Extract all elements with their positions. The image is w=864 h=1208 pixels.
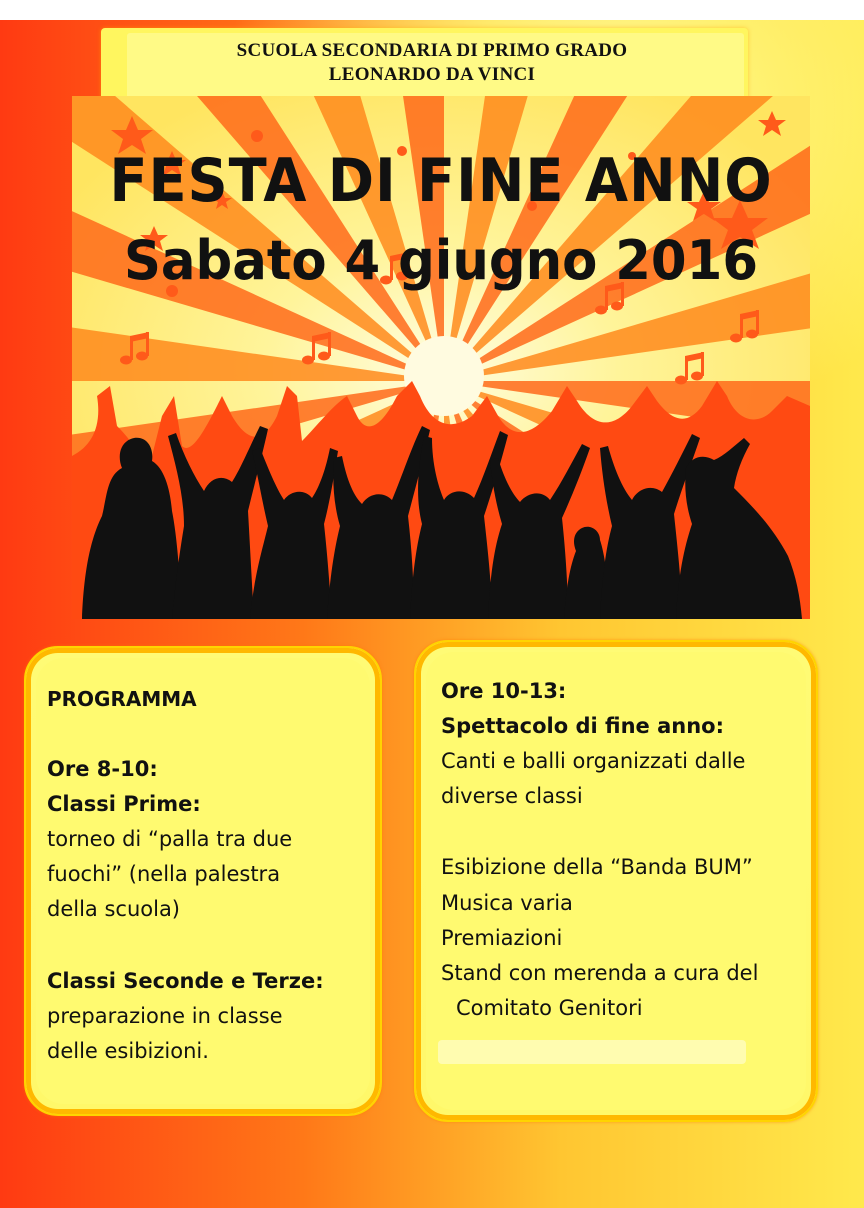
slot-right-line: Canti e balli organizzati dalle (441, 749, 746, 773)
school-name-line-1: SCUOLA SECONDARIA DI PRIMO GRADO (236, 40, 628, 61)
slot1-line: fuochi” (nella palestra (47, 862, 281, 886)
slot-right-title: Spettacolo di fine anno: (441, 714, 724, 738)
panel-highlight-bar (438, 1040, 746, 1064)
event-date: Sabato 4 giugno 2016 (123, 229, 759, 292)
activity-item: Esibizione della “Banda BUM” (441, 855, 753, 879)
slot2-line: delle esibizioni. (47, 1039, 209, 1063)
slot-right-time: Ore 10-13: (441, 679, 567, 703)
activity-item: Stand con merenda a cura del (441, 961, 759, 985)
slot-right-line: diverse classi (441, 784, 583, 808)
star-icon (251, 130, 263, 142)
slot2-group: Classi Seconde e Terze: (47, 969, 324, 993)
slot1-group: Classi Prime: (47, 792, 201, 816)
activity-item: Comitato Genitori (456, 996, 643, 1020)
event-title: FESTA DI FINE ANNO (109, 146, 773, 216)
slot1-time: Ore 8-10: (47, 757, 158, 781)
slot1-line: torneo di “palla tra due (47, 827, 293, 851)
slot1-line: della scuola) (47, 897, 181, 921)
slot2-line: preparazione in classe (47, 1004, 283, 1028)
activity-item: Musica varia (441, 891, 573, 915)
program-heading: PROGRAMMA (47, 687, 197, 711)
party-banner-image (72, 96, 810, 619)
activity-item: Premiazioni (441, 926, 563, 950)
school-name-line-2: LEONARDO DA VINCI (328, 64, 536, 85)
